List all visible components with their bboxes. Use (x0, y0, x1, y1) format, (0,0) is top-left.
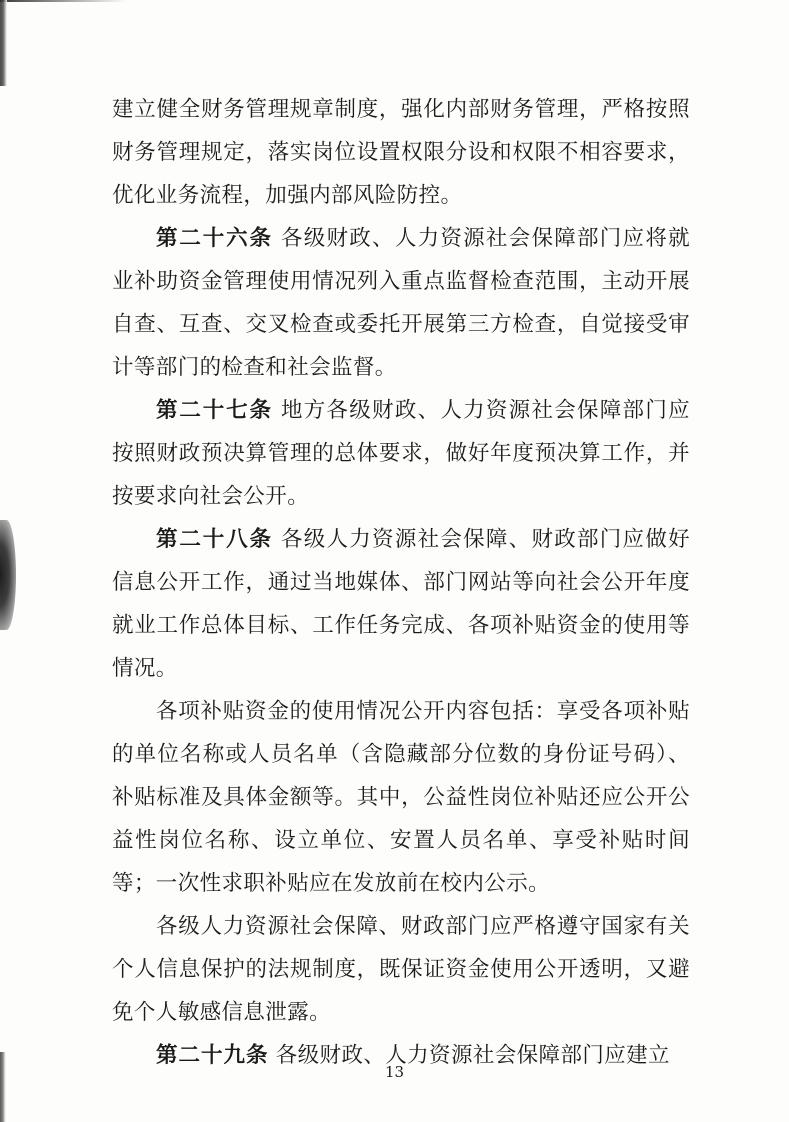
paragraph (112, 518, 690, 690)
paragraph (112, 217, 690, 389)
scan-artifact-top-line (0, 0, 789, 2)
paragraph-text: 各级财政、人力资源社会保障部门应将就业补助资金管理使用情况列入重点监督检查范围，主动开展自查、互查、交叉检查或委托开展第三方检查，自觉接受审计等部门的检查和社会监督。 (112, 226, 690, 380)
paragraph (112, 88, 690, 217)
scan-artifact-left-middle (0, 520, 16, 630)
page-number: 13 (384, 1063, 405, 1081)
article-number: 第二十九条 (156, 1043, 269, 1068)
paragraph-text: 建立健全财务管理规章制度，强化内部财务管理，严格按照财务管理规定，落实岗位设置权限分设和权限不相容要求，优化业务流程，加强内部风险防控。 (112, 97, 690, 208)
paragraph-text: 各级人力资源社会保障、财政部门应做好信息公开工作，通过当地媒体、部门网站等向社会公开年度就业工作总体目标、工作任务完成、各项补贴资金的使用等情况。 (112, 527, 690, 681)
paragraph (112, 690, 690, 905)
paragraph-text: 地方各级财政、人力资源社会保障部门应按照财政预决算管理的总体要求，做好年度预决算工作，并按要求向社会公开。 (112, 398, 690, 509)
article-number: 第二十六条 (156, 226, 273, 251)
paragraph-text: 各项补贴资金的使用情况公开内容包括：享受各项补贴的单位名称或人员名单（含隐藏部分位数的身份证号码）、补贴标准及具体金额等。其中，公益性岗位补贴还应公开公益性岗位名称、设立单位、安置人员名单、享受补贴时间等；一次性求职补贴应在发放前在校内公示。 (112, 699, 690, 896)
paragraph-text: 各级人力资源社会保障、财政部门应严格遵守国家有关个人信息保护的法规制度，既保证资金使用公开透明，又避免个人敏感信息泄露。 (112, 914, 690, 1025)
scan-artifact-left-top (0, 0, 7, 86)
paragraph (112, 389, 690, 518)
document-text-body (112, 88, 690, 1077)
paragraph (112, 905, 690, 1034)
article-number: 第二十八条 (156, 527, 273, 552)
article-number: 第二十七条 (156, 398, 273, 423)
paragraph-text: 各级财政、人力资源社会保障部门应建立 (275, 1043, 670, 1068)
